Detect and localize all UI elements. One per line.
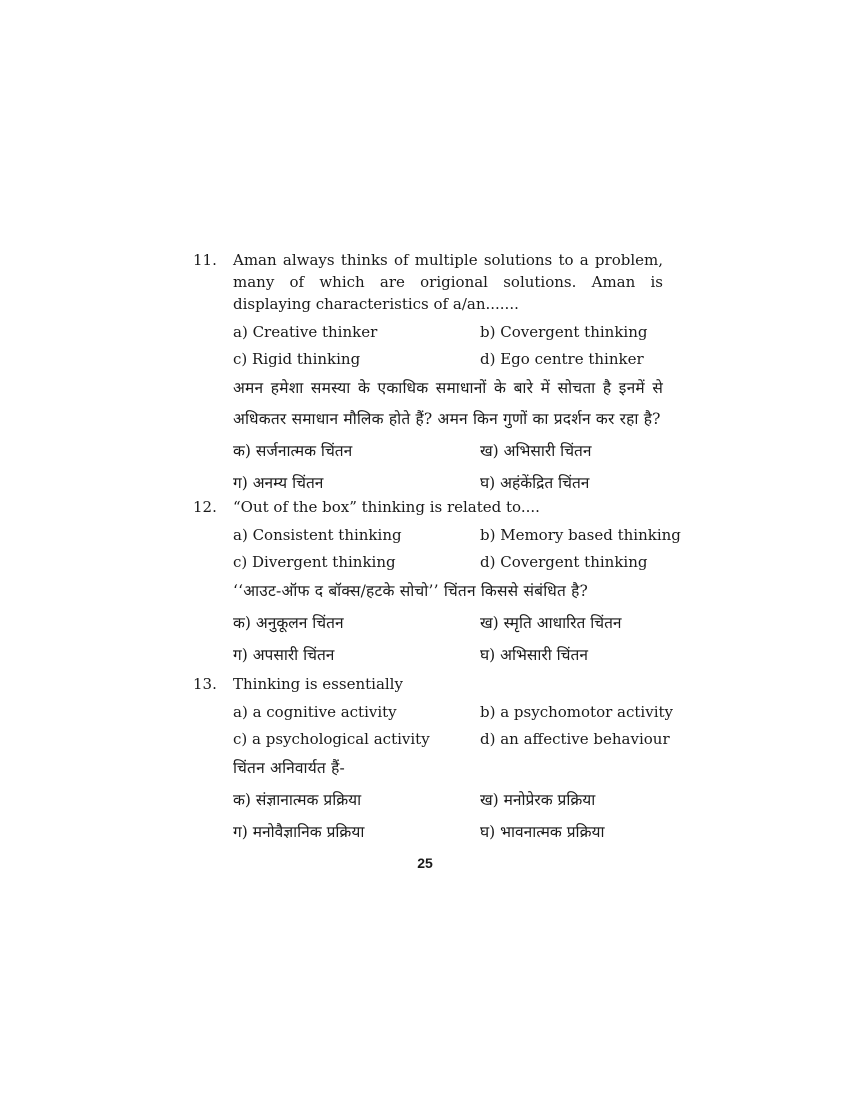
answer-options-hindi: [233, 435, 663, 499]
option-d: d) Ego centre thinker: [480, 350, 644, 368]
option-kha: ख) मनोप्रेरक प्रक्रिया: [480, 791, 596, 809]
option-d: d) an affective behaviour: [480, 730, 670, 748]
option-b: b) Memory based thinking: [480, 526, 681, 544]
answer-options-hindi: [233, 607, 663, 671]
question-text: “Out of the box” thinking is related to....: [233, 498, 540, 516]
question-number: 12.: [193, 498, 217, 516]
option-a: a) Creative thinker: [233, 323, 378, 341]
option-c: c) a psychological activity: [233, 730, 430, 748]
question-11: [193, 249, 663, 499]
option-c: c) Divergent thinking: [233, 553, 396, 571]
question-12: [193, 496, 681, 671]
question-text-hindi: ‘‘आउट-ऑफ द बॉक्स/हटके सोचो’’ चिंतन किससे संबंधित है?: [233, 582, 589, 600]
question-text-hindi: चिंतन अनिवार्यत हैं-: [233, 759, 345, 777]
option-kha: ख) स्मृति आधारित चिंतन: [480, 614, 622, 632]
option-ga: ग) मनोवैज्ञानिक प्रक्रिया: [233, 823, 365, 841]
question-13: [193, 673, 673, 848]
question-number: 11.: [193, 251, 217, 269]
option-ga: ग) अपसारी चिंतन: [233, 646, 335, 664]
option-ka: क) संज्ञानात्मक प्रक्रिया: [233, 791, 362, 809]
option-ka: क) सर्जनात्मक चिंतन: [233, 442, 353, 460]
answer-options-hindi: [233, 784, 663, 848]
option-gha: घ) अहंकेंद्रित चिंतन: [480, 474, 590, 492]
question-text: Thinking is essentially: [233, 675, 403, 693]
answer-options: [233, 699, 673, 753]
option-a: a) a cognitive activity: [233, 703, 397, 721]
option-gha: घ) अभिसारी चिंतन: [480, 646, 588, 664]
option-b: b) Covergent thinking: [480, 323, 648, 341]
page-number: 25: [417, 855, 433, 871]
answer-options: [233, 319, 663, 373]
option-ga: ग) अनम्य चिंतन: [233, 474, 324, 492]
answer-options: [233, 522, 681, 576]
option-c: c) Rigid thinking: [233, 350, 361, 368]
option-kha: ख) अभिसारी चिंतन: [480, 442, 592, 460]
question-number: 13.: [193, 675, 217, 693]
option-a: a) Consistent thinking: [233, 526, 402, 544]
question-text: Aman always thinks of multiple solutions to a problem, many of which are origional solutions. Aman is displaying characteristics of a/an.......: [233, 251, 663, 313]
question-text-hindi: अमन हमेशा समस्या के एकाधिक समाधानों के बारे में सोचता है इनमें से अधिकतर समाधान मौलिक होते हैं? अमन किन गुणों का प्रदर्शन कर रहा है?: [233, 379, 663, 428]
option-b: b) a psychomotor activity: [480, 703, 673, 721]
option-ka: क) अनुकूलन चिंतन: [233, 614, 344, 632]
option-d: d) Covergent thinking: [480, 553, 648, 571]
option-gha: घ) भावनात्मक प्रक्रिया: [480, 823, 605, 841]
